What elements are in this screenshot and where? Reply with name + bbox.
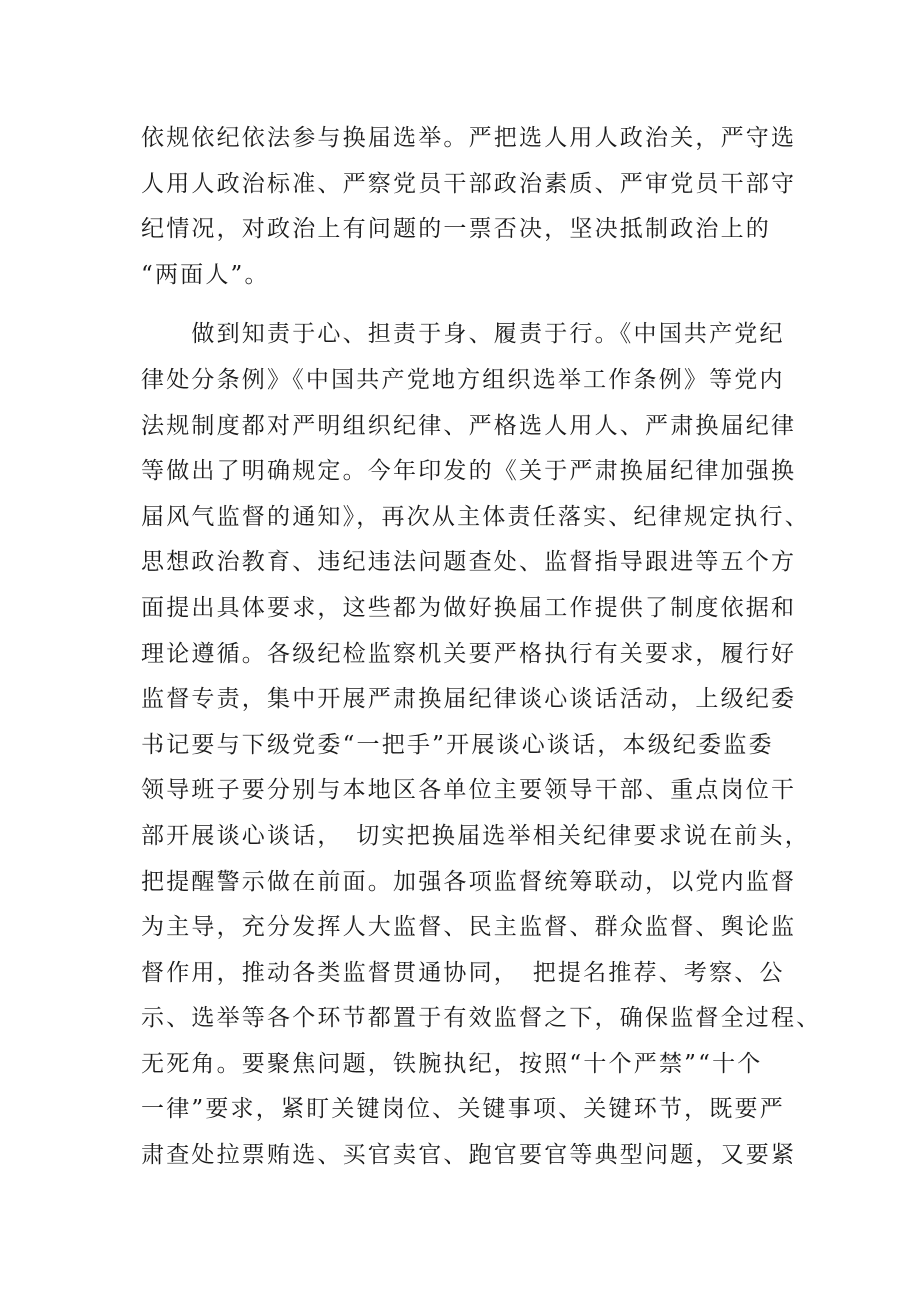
text-line: 依规依纪依法参与换届选举。严把选人用人政治关，严守选 <box>141 125 797 151</box>
text-line: 领导班子要分别与本地区各单位主要领导干部、重点岗位干 <box>141 777 797 804</box>
text-line: 监督专责，集中开展严肃换届纪律谈心谈话活动，上级纪委 <box>141 686 797 713</box>
text-line: 一律”要求，紧盯关键岗位、关键事项、关键环节，既要严 <box>141 1096 785 1123</box>
text-line: 律处分条例》《中国共产党地方组织选举工作条例》等党内 <box>141 366 785 393</box>
text-line: 人用人政治标准、严察党员干部政治素质、严审党员干部守 <box>141 170 797 197</box>
text-line: 书记要与下级党委“一把手”开展谈心谈话，本级纪委监委 <box>141 731 774 758</box>
text-line: 届风气监督的通知》，再次从主体责任落实、纪律规定执行、 <box>141 503 810 530</box>
text-line: 无死角。要聚焦问题，铁腕执纪，按照“十个严禁”“十个 <box>141 1050 763 1077</box>
text-line: 法规制度都对严明组织纪律、严格选人用人、严肃换届纪律 <box>141 412 797 439</box>
text-line: 面提出具体要求，这些都为做好换届工作提供了制度依据和 <box>141 594 797 621</box>
text-line: 理论遵循。各级纪检监察机关要严格执行有关要求，履行好 <box>141 640 797 667</box>
text-line: 做到知责于心、担责于身、履责于行。《中国共产党纪 <box>141 321 785 348</box>
text-line: 把提醒警示做在前面。加强各项监督统筹联动，以党内监督 <box>141 868 797 895</box>
paragraph-2 <box>141 312 822 1178</box>
paragraph-1 <box>141 116 801 298</box>
text-line: 肃查处拉票贿选、买官卖官、跑官要官等典型问题，又要紧 <box>141 1142 797 1169</box>
text-line: “两面人”。 <box>141 261 270 288</box>
text-line: 等做出了明确规定。今年印发的《关于严肃换届纪律加强换 <box>141 458 797 485</box>
paragraph-spacer <box>141 298 801 312</box>
text-line: 督作用，推动各类监督贯通协同， 把提名推荐、考察、公 <box>141 959 785 986</box>
document-body <box>141 116 822 1179</box>
text-line: 部开展谈心谈话， 切实把换届选举相关纪律要求说在前头， <box>141 822 810 849</box>
text-line: 思想政治教育、违纪违法问题查处、监督指导跟进等五个方 <box>141 549 797 576</box>
text-line: 示、选举等各个环节都置于有效监督之下，确保监督全过程、 <box>141 1005 822 1032</box>
text-line: 纪情况，对政治上有问题的一票否决，坚决抵制政治上的 <box>141 216 771 243</box>
text-line: 为主导，充分发挥人大监督、民主监督、群众监督、舆论监 <box>141 914 797 941</box>
